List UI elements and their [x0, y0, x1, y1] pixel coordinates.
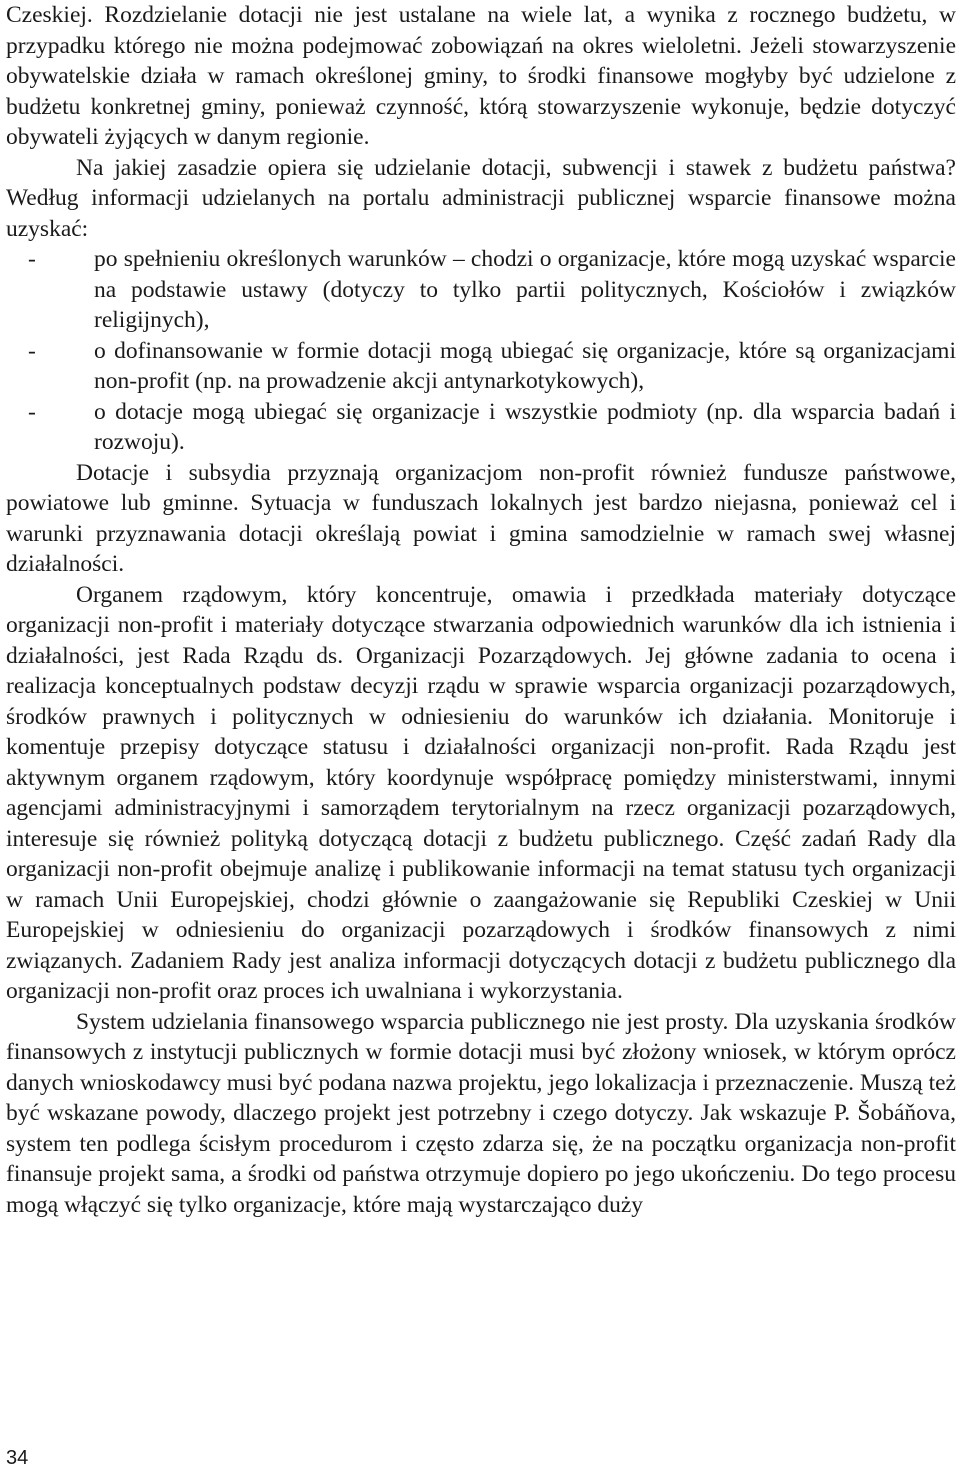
paragraph: Czeskiej. Rozdzielanie dotacji nie jest ustalane na wiele lat, a wynika z rocznego budżetu, w przypadku którego nie można podejmować zobowiązań na okres wieloletni. Jeżeli stowarzyszenie obywatelskie działa w ramach określonej gminy, to środki finansowe mogłyby być udzielone z budżetu konkretnej gminy, ponieważ czynność, którą stowarzyszenie wykonuje, będzie dotyczyć obywateli żyjących w danym regionie. — [6, 2, 956, 150]
list-item — [6, 397, 956, 458]
paragraph: Na jakiej zasadzie opiera się udzielanie dotacji, subwencji i stawek z budżetu państwa? Według informacji udzielanych na portalu administracji publicznej wsparcie finansowe można uzyskać: — [6, 154, 956, 242]
list-dash: - — [28, 337, 36, 364]
list-dash: - — [28, 246, 36, 272]
list-dash: - — [28, 398, 36, 425]
bullet-list — [6, 244, 956, 458]
paragraph: System udzielania finansowego wsparcia publicznego nie jest prosty. Dla uzyskania środków finansowych z instytucji publicznych w formie dotacji musi być złożony wniosek, w którym oprócz danych wnioskodawcy musi być podana nazwa projektu, jego lokalizacja i przeznaczenie. Muszą też być wskazane powody, dlaczego projekt jest potrzebny i czego dotyczy. Jak wskazuje P. Šobáňova, system ten podlega ścisłym procedurom i często zdarza się, że na początku organizacja non-profit finansuje projekt sama, a środki od państwa otrzymuje dopiero po jego ukończeniu. Do tego procesu mogą włączyć się tylko organizacje, które mają wystarczająco duży — [6, 1008, 956, 1218]
paragraph: Organem rządowym, który koncentruje, omawia i przedkłada materiały dotyczące organizacji non-profit i materiały dotyczące stwarzania odpowiednich warunków dla ich istnienia i działalności, jest Rada Rządu ds. Organizacji Pozarządowych. Jej główne zadania to ocena i realizacja konceptualnych podstaw decyzji rządu w sprawie wsparcia organizacji pozarządowych, środków prawnych i politycznych w odniesieniu do warunków ich działania. Monitoruje i komentuje przepisy dotyczące statusu i działalności organizacji non-profit. Rada Rządu jest aktywnym organem rządowym, który koordynuje współpracę pomiędzy ministerstwami, innymi agencjami administracyjnymi i samorządem terytorialnym na rzecz organizacji pozarządowych, interesuje się również polityką dotyczącą dotacji z budżetu publicznego. Część zadań Rady dla organizacji non-profit obejmuje analizę i publikowanie informacji na temat statusu tych organizacji w ramach Unii Europejskiej, chodzi głównie o zaangażowanie się Republiki Czeskiej w Unii Europejskiej w odniesieniu do organizacji pozarządowych i środków finansowych z nimi związanych. Zadaniem Rady jest analiza informacji dotyczących dotacji z budżetu publicznego dla organizacji non-profit oraz proces ich uwalniana i wykorzystania. — [6, 581, 956, 1004]
document-page — [6, 0, 956, 1220]
list-item-text: o dotacje mogą ubiegać się organizacje i wszystkie podmioty (np. dla wsparcia badań i rozwoju). — [94, 398, 956, 455]
list-item — [6, 336, 956, 397]
list-item-text: po spełnieniu określonych warunków – chodzi o organizacje, które mogą uzyskać wsparcie na podstawie ustawy (dotyczy to tylko partii politycznych, Kościołów i związków religijnych), — [94, 246, 956, 333]
page-number: 34 — [6, 1447, 29, 1469]
list-item — [6, 244, 956, 336]
list-item-text: o dofinansowanie w formie dotacji mogą ubiegać się organizacje, które są organizacjami non-profit (np. na prowadzenie akcji antynarkotykowych), — [94, 337, 956, 394]
paragraph: Dotacje i subsydia przyznają organizacjom non-profit również fundusze państwowe, powiatowe lub gminne. Sytuacja w funduszach lokalnych jest bardzo niejasna, ponieważ cel i warunki przyznawania dotacji określają powiat i gmina samodzielnie w ramach swej własnej działalności. — [6, 459, 956, 577]
